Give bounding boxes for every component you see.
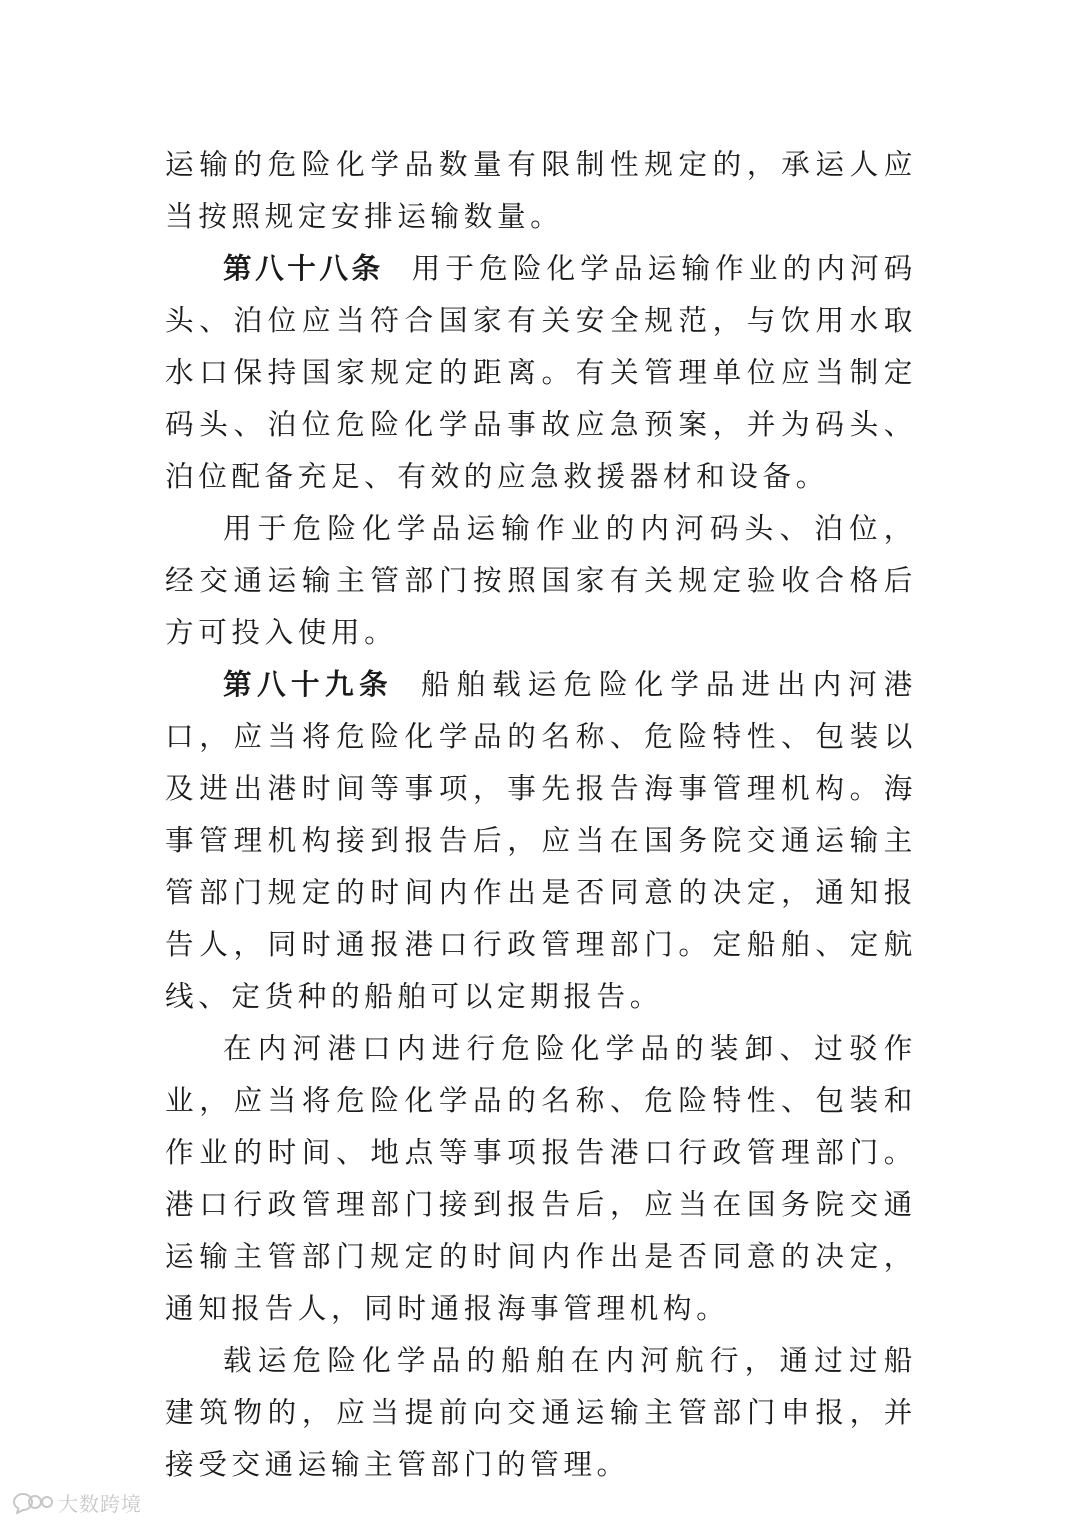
watermark (10, 1487, 142, 1517)
paragraph (165, 1334, 917, 1490)
paragraph (165, 1022, 917, 1334)
paragraph-continuation (165, 138, 917, 242)
document-body (165, 138, 917, 1490)
paragraph-text: 载运危险化学品的船舶在内河航行，通过过船建筑物的，应当提前向交通运输主管部门申报，并接受交通运输主管部门的管理。 (165, 1343, 917, 1481)
paragraph (165, 502, 917, 658)
article-number: 第八十九条 (223, 667, 393, 701)
paragraph-text: 用于危险化学品运输作业的内河码头、泊位应当符合国家有关安全规范，与饮用水取水口保持国家规定的距离。有关管理单位应当制定码头、泊位危险化学品事故应急预案，并为码头、泊位配备充足、有效的应急救援器材和设备。 (165, 251, 917, 493)
watermark-text: 大数跨境 (58, 1491, 142, 1516)
paragraph-article-89 (165, 658, 917, 1022)
paragraph-text: 在内河港口内进行危险化学品的装卸、过驳作业，应当将危险化学品的名称、危险特性、包装和作业的时间、地点等事项报告港口行政管理部门。港口行政管理部门接到报告后，应当在国务院交通运输主管部门规定的时间内作出是否同意的决定，通知报告人，同时通报海事管理机构。 (165, 1031, 917, 1325)
paragraph-text: 运输的危险化学品数量有限制性规定的，承运人应当按照规定安排运输数量。 (165, 147, 917, 233)
paragraph-article-88 (165, 242, 917, 502)
paragraph-text: 船舶载运危险化学品进出内河港口，应当将危险化学品的名称、危险特性、包装以及进出港时间等事项，事先报告海事管理机构。海事管理机构接到报告后，应当在国务院交通运输主管部门规定的时间内作出是否同意的决定，通知报告人，同时通报港口行政管理部门。定船舶、定航线、定货种的船舶可以定期报告。 (165, 667, 917, 1013)
article-number: 第八十八条 (223, 251, 384, 285)
paragraph-text: 用于危险化学品运输作业的内河码头、泊位，经交通运输主管部门按照国家有关规定验收合格后方可投入使用。 (165, 511, 917, 649)
speech-bubble-logo-icon (10, 1490, 54, 1514)
